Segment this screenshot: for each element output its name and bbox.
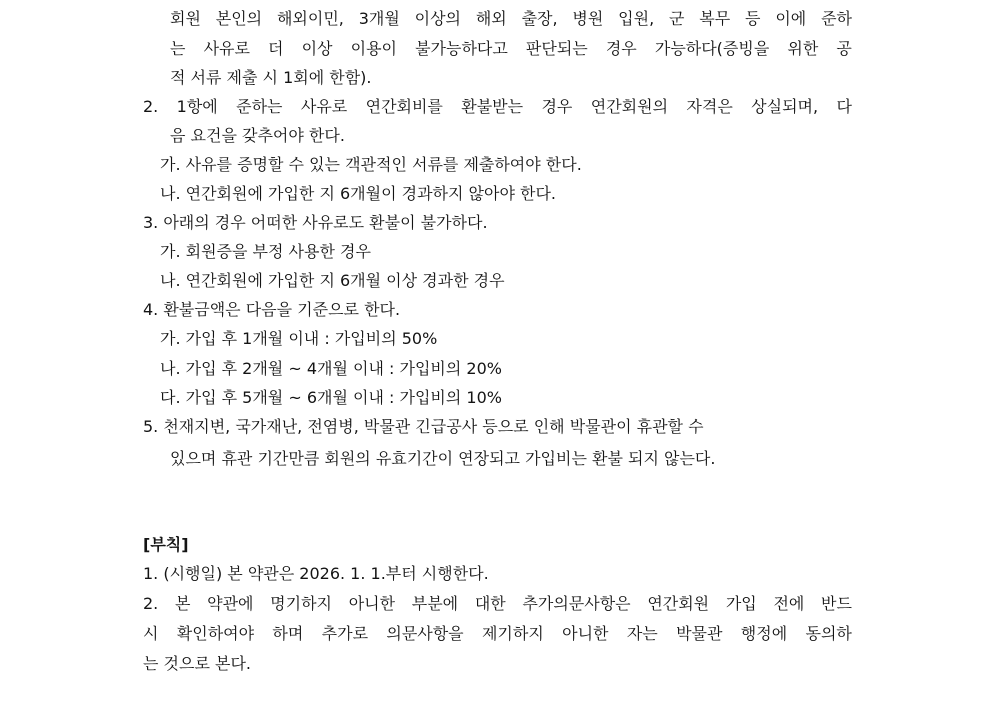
word: 상실되며, <box>751 97 819 116</box>
item4-sub-b: 나. 가입 후 2개월 ~ 4개월 이내 : 가입비의 20% <box>160 359 502 378</box>
word: 해외이민, <box>276 9 344 28</box>
word: 위한 <box>787 39 819 58</box>
word: 이용이 <box>350 39 397 58</box>
word: 반드 <box>821 594 852 613</box>
addenda-item-2-line-1 <box>143 594 852 614</box>
word: 준하 <box>821 9 852 28</box>
item3-line-1: 3. 아래의 경우 어떠한 사유로도 환불이 불가하다. <box>143 213 488 232</box>
word: 대한 <box>474 594 506 613</box>
item3-sub-a: 가. 회원증을 부정 사용한 경우 <box>160 242 371 261</box>
word: 준하는 <box>236 97 283 116</box>
word: 더 <box>268 39 284 58</box>
word: 경우 <box>541 97 573 116</box>
word: 공 <box>836 39 852 58</box>
addenda-heading: [부칙] <box>143 535 189 554</box>
word: 환불받는 <box>461 97 524 116</box>
item4-line-1: 4. 환불금액은 다음을 기준으로 한다. <box>143 300 401 319</box>
word: 연간회비를 <box>365 97 443 116</box>
word: 회원 <box>170 9 201 28</box>
word: 사유로 <box>300 97 348 116</box>
word: 추가의문사항은 <box>522 594 631 613</box>
word: 군 <box>668 9 685 28</box>
word: 제기하지 <box>481 624 544 643</box>
word: 1항에 <box>176 97 218 116</box>
item4-sub-a: 가. 가입 후 1개월 이내 : 가입비의 50% <box>160 329 438 348</box>
addenda-item-2-line-3: 는 것으로 본다. <box>143 654 251 673</box>
word: 3개월 <box>358 9 400 28</box>
item2-line-2: 음 요건을 갖추어야 한다. <box>170 126 345 145</box>
word: 이상의 <box>414 9 461 28</box>
item1-continuation-line-3: 적 서류 제출 시 1회에 한함). <box>170 68 372 87</box>
word: 본 <box>174 594 191 613</box>
word: 약관에 <box>207 594 254 613</box>
word: 의문사항을 <box>386 624 464 643</box>
item5-line-2: 있으며 휴관 기간만큼 회원의 유효기간이 연장되고 가입비는 환불 되지 않는다. <box>170 449 716 468</box>
word: 다 <box>836 97 852 116</box>
word: 등 <box>745 9 761 28</box>
word: 판단되는 <box>525 39 588 58</box>
word: 이상 <box>301 39 333 58</box>
word: 불가능하다고 <box>415 39 508 58</box>
word: 복무 <box>699 9 731 28</box>
word: 명기하지 <box>270 594 332 613</box>
word: 아니한 <box>348 594 396 613</box>
word: 시 <box>143 624 159 643</box>
word: 해외 <box>475 9 507 28</box>
word: 박물관 <box>676 624 723 643</box>
addenda-item-2-line-2 <box>143 624 852 644</box>
word: 동의하 <box>805 624 852 643</box>
word: 사유로 <box>203 39 250 58</box>
word: 자는 <box>626 624 658 643</box>
item2-sub-b: 나. 연간회원에 가입한 지 6개월이 경과하지 않아야 한다. <box>160 184 556 203</box>
word: 출장, <box>521 9 558 28</box>
word: 가입 <box>725 594 757 613</box>
item2-sub-a: 가. 사유를 증명할 수 있는 객관적인 서류를 제출하여야 한다. <box>160 155 582 174</box>
item5-line-1: 5. 천재지변, 국가재난, 전염병, 박물관 긴급공사 등으로 인해 박물관이 휴관할 수 <box>143 417 704 436</box>
word: 경우 <box>605 39 637 58</box>
item4-sub-c: 다. 가입 후 5개월 ~ 6개월 이내 : 가입비의 10% <box>160 388 502 407</box>
word: 병원 <box>572 9 604 28</box>
item2-line-1 <box>143 97 852 117</box>
word: 자격은 <box>686 97 733 116</box>
word: 본인의 <box>215 9 263 28</box>
word: 2. <box>143 97 159 116</box>
word: 행정에 <box>740 624 788 643</box>
word: 부분에 <box>411 594 459 613</box>
addenda-item-1: 1. (시행일) 본 약관은 2026. 1. 1.부터 시행한다. <box>143 564 489 583</box>
word: 2. <box>143 594 159 613</box>
word: 입원, <box>618 9 655 28</box>
word: 연간회원의 <box>590 97 669 116</box>
word: 가능하다(증빙을 <box>654 39 770 58</box>
item3-sub-b: 나. 연간회원에 가입한 지 6개월 이상 경과한 경우 <box>160 271 505 290</box>
word: 아니한 <box>562 624 609 643</box>
word: 전에 <box>773 594 805 613</box>
word: 는 <box>170 39 186 58</box>
word: 확인하여야 <box>176 624 255 643</box>
item1-continuation-line-1 <box>170 9 852 29</box>
word: 이에 <box>775 9 807 28</box>
word: 하며 <box>272 624 304 643</box>
item1-continuation-line-2 <box>170 39 852 59</box>
word: 연간회원 <box>647 594 710 613</box>
word: 추가로 <box>321 624 369 643</box>
